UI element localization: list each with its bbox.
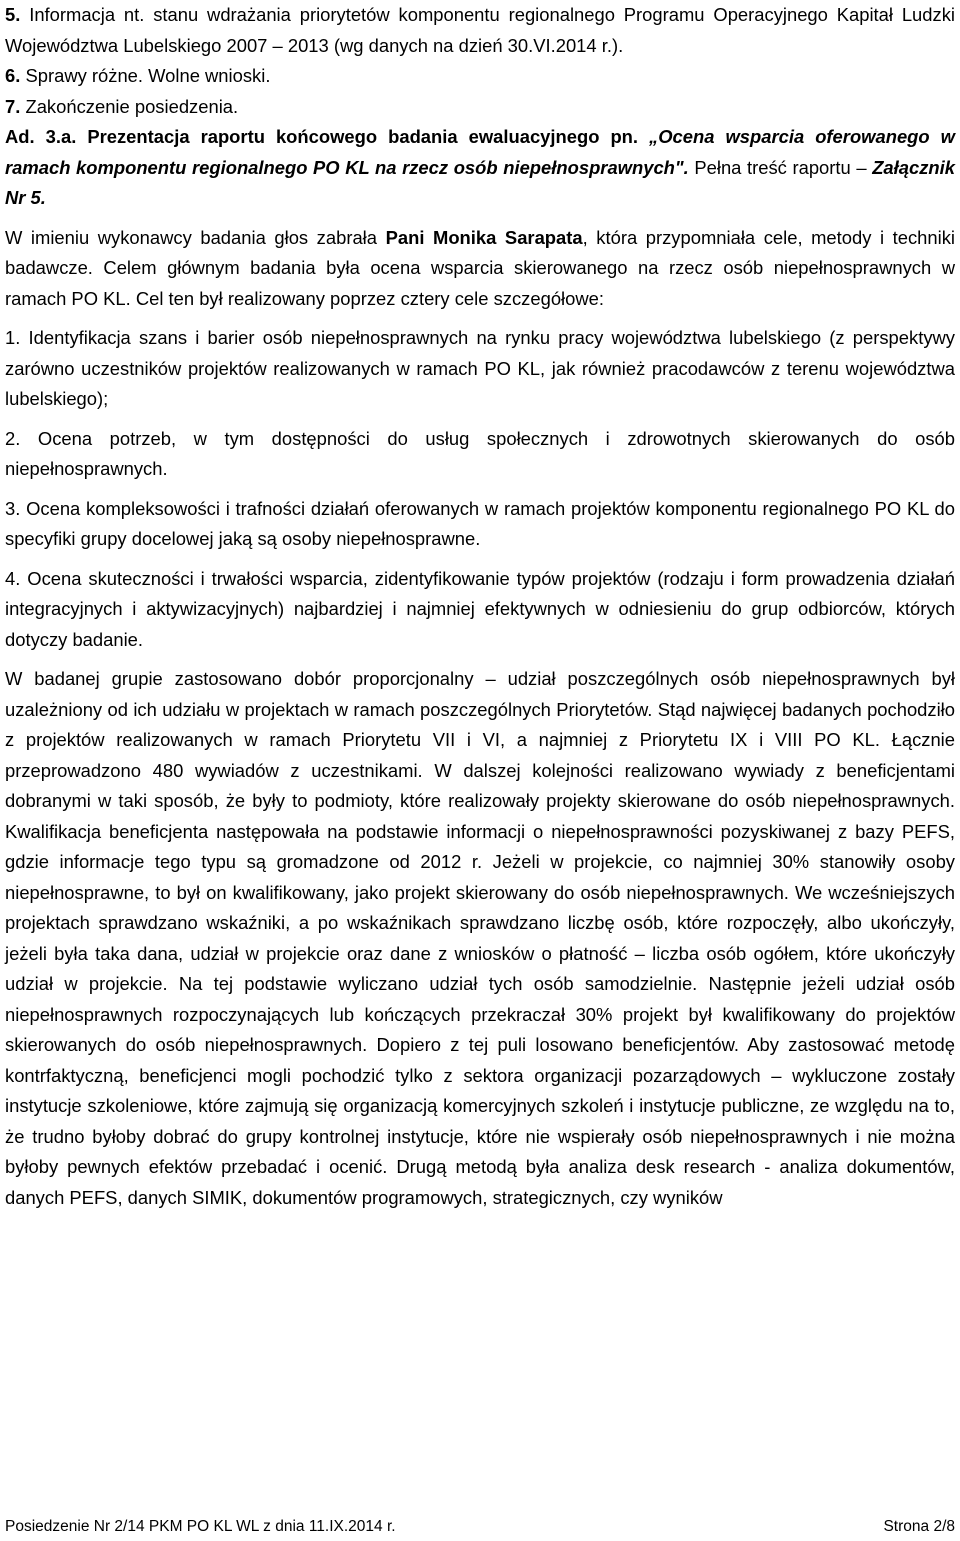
full-text-note: Pełna treść raportu – <box>694 156 867 178</box>
document-body <box>5 0 955 1213</box>
intro-paragraph <box>5 223 955 315</box>
goal-4: 4. Ocena skuteczności i trwałości wsparcia, zidentyfikowanie typów projektów (rodzaju i form prowadzenia działań integracyjnych i aktywizacyjnych) najbardziej i najmniej efektywnych w odniesieniu do grup odbiorców, których dotyczy badanie. <box>5 567 955 650</box>
goal-3: 3. Ocena kompleksowości i trafności działań oferowanych w ramach projektów komponentu regionalnego PO KL do specyfiki grupy docelowej jaką są osoby niepełnosprawne. <box>5 497 955 549</box>
goal-1: 1. Identyfikacja szans i barier osób niepełnosprawnych na rynku pracy województwa lubelskiego (z perspektywy zarówno uczestników projektów realizowanych w ramach PO KL, jak również pracodawców z terenu województwa lubelskiego); <box>5 327 955 409</box>
agenda-item-6 <box>5 61 955 92</box>
agenda-item-5 <box>5 0 955 61</box>
agenda-item-number: 6. <box>5 65 21 86</box>
agenda-item-number: 5. <box>5 4 21 25</box>
footer-meeting-info: Posiedzenie Nr 2/14 PKM PO KL WL z dnia 11.IX.2014 r. <box>5 1518 396 1535</box>
speaker-name: Pani Monika Sarapata <box>385 226 583 248</box>
section-title: Prezentacja raportu końcowego badania ewaluacyjnego pn. <box>87 126 639 147</box>
page-footer <box>5 1517 955 1537</box>
agenda-item-7 <box>5 92 955 123</box>
page-number: Strona 2/8 <box>883 1518 955 1535</box>
section-label: Ad. 3.a. <box>5 126 77 147</box>
methodology-paragraph: W badanej grupie zastosowano dobór proporcjonalny – udział poszczególnych osób niepełnosprawnych był uzależniony od ich udziału w projektach w ramach poszczególnych Priorytetów. Stąd najwięcej badanych pochodziło z projektów realizowanych w ramach Priorytetu VII i VI, a najmniej z Priorytetu IX i VIII PO KL. Łącznie przeprowadzono 480 wywiadów z uczestnikami. W dalszej kolejności realizowano wywiady z beneficjentami dobranymi w taki sposób, że były to podmioty, które realizowały projekty skierowane do osób niepełnosprawnych. Kwalifikacja beneficjenta następowała na podstawie informacji o niepełnosprawności pozyskiwanej z bazy PEFS, gdzie informacje tego typu są gromadzone od 2012 r. Jeżeli w projekcie, co najmniej 30% stanowiły osoby niepełnosprawne, to był on kwalifikowany, jako projekt skierowany do osób niepełnosprawnych. We wcześniejszych projektach sprawdzano wskaźniki, a po wskaźnikach sprawdzano liczbę osób, które rozpoczęły, albo ukończyły, jeżeli była taka dana, udział w projekcie oraz dane z wniosków o płatność – liczba osób ogółem, które ukończyły udział w projekcie. Na tej podstawie wyliczano udział tych osób samodzielnie. Następnie jeżeli udział osób niepełnosprawnych rozpoczynających lub kończących przekraczał 30% projekt był kwalifikowany do projektów skierowanych do osób niepełnosprawnych. Dopiero z tej puli losowano beneficjentów. Aby zastosować metodę kontrfaktyczną, beneficjenci mogli pochodzić tylko z sektora organizacji pozarządowych – wykluczone zostały instytucje szkoleniowe, które zajmują się organizacją komercyjnych szkoleń i instytucje publiczne, ze względu na to, że trudno byłoby dobrać do grupy kontrolnej instytucje, które nie wspierały osób niepełnosprawnych i nie można byłoby pewnych efektów przebadać i ocenić. Drugą metodą była analiza desk research - analiza dokumentów, danych PEFS, danych SIMIK, dokumentów programowych, strategicznych, czy wyników <box>5 668 955 1208</box>
intro-text-before: W imieniu wykonawcy badania głos zabrała <box>5 226 378 248</box>
goal-2: 2. Ocena potrzeb, w tym dostępności do usług społecznych i zdrowotnych skierowanych do osób niepełnosprawnych. <box>5 427 955 479</box>
agenda-item-text: Zakończenie posiedzenia. <box>25 95 239 117</box>
section-heading <box>5 122 955 214</box>
agenda-item-text: Sprawy różne. Wolne wnioski. <box>25 65 271 86</box>
agenda-item-number: 7. <box>5 95 21 117</box>
attachment-reference: Załącznik Nr 5. <box>5 156 955 208</box>
report-name: „Ocena wsparcia oferowanego w ramach komponentu regionalnego PO KL na rzecz osób niepełnosprawnych". <box>5 126 955 178</box>
intro-text-after: , która przypomniała cele, metody i techniki badawcze. Celem głównym badania była ocena wsparcia skierowanego na rzecz osób niepełnosprawnych w ramach PO KL. Cel ten był realizowany poprzez cztery cele szczegółowe: <box>5 226 956 309</box>
agenda-item-text: Informacja nt. stanu wdrażania priorytetów komponentu regionalnego Programu Operacyjnego Kapitał Ludzki Województwa Lubelskiego 2007 – 2013 (wg danych na dzień 30.VI.2014 r.). <box>5 4 955 56</box>
